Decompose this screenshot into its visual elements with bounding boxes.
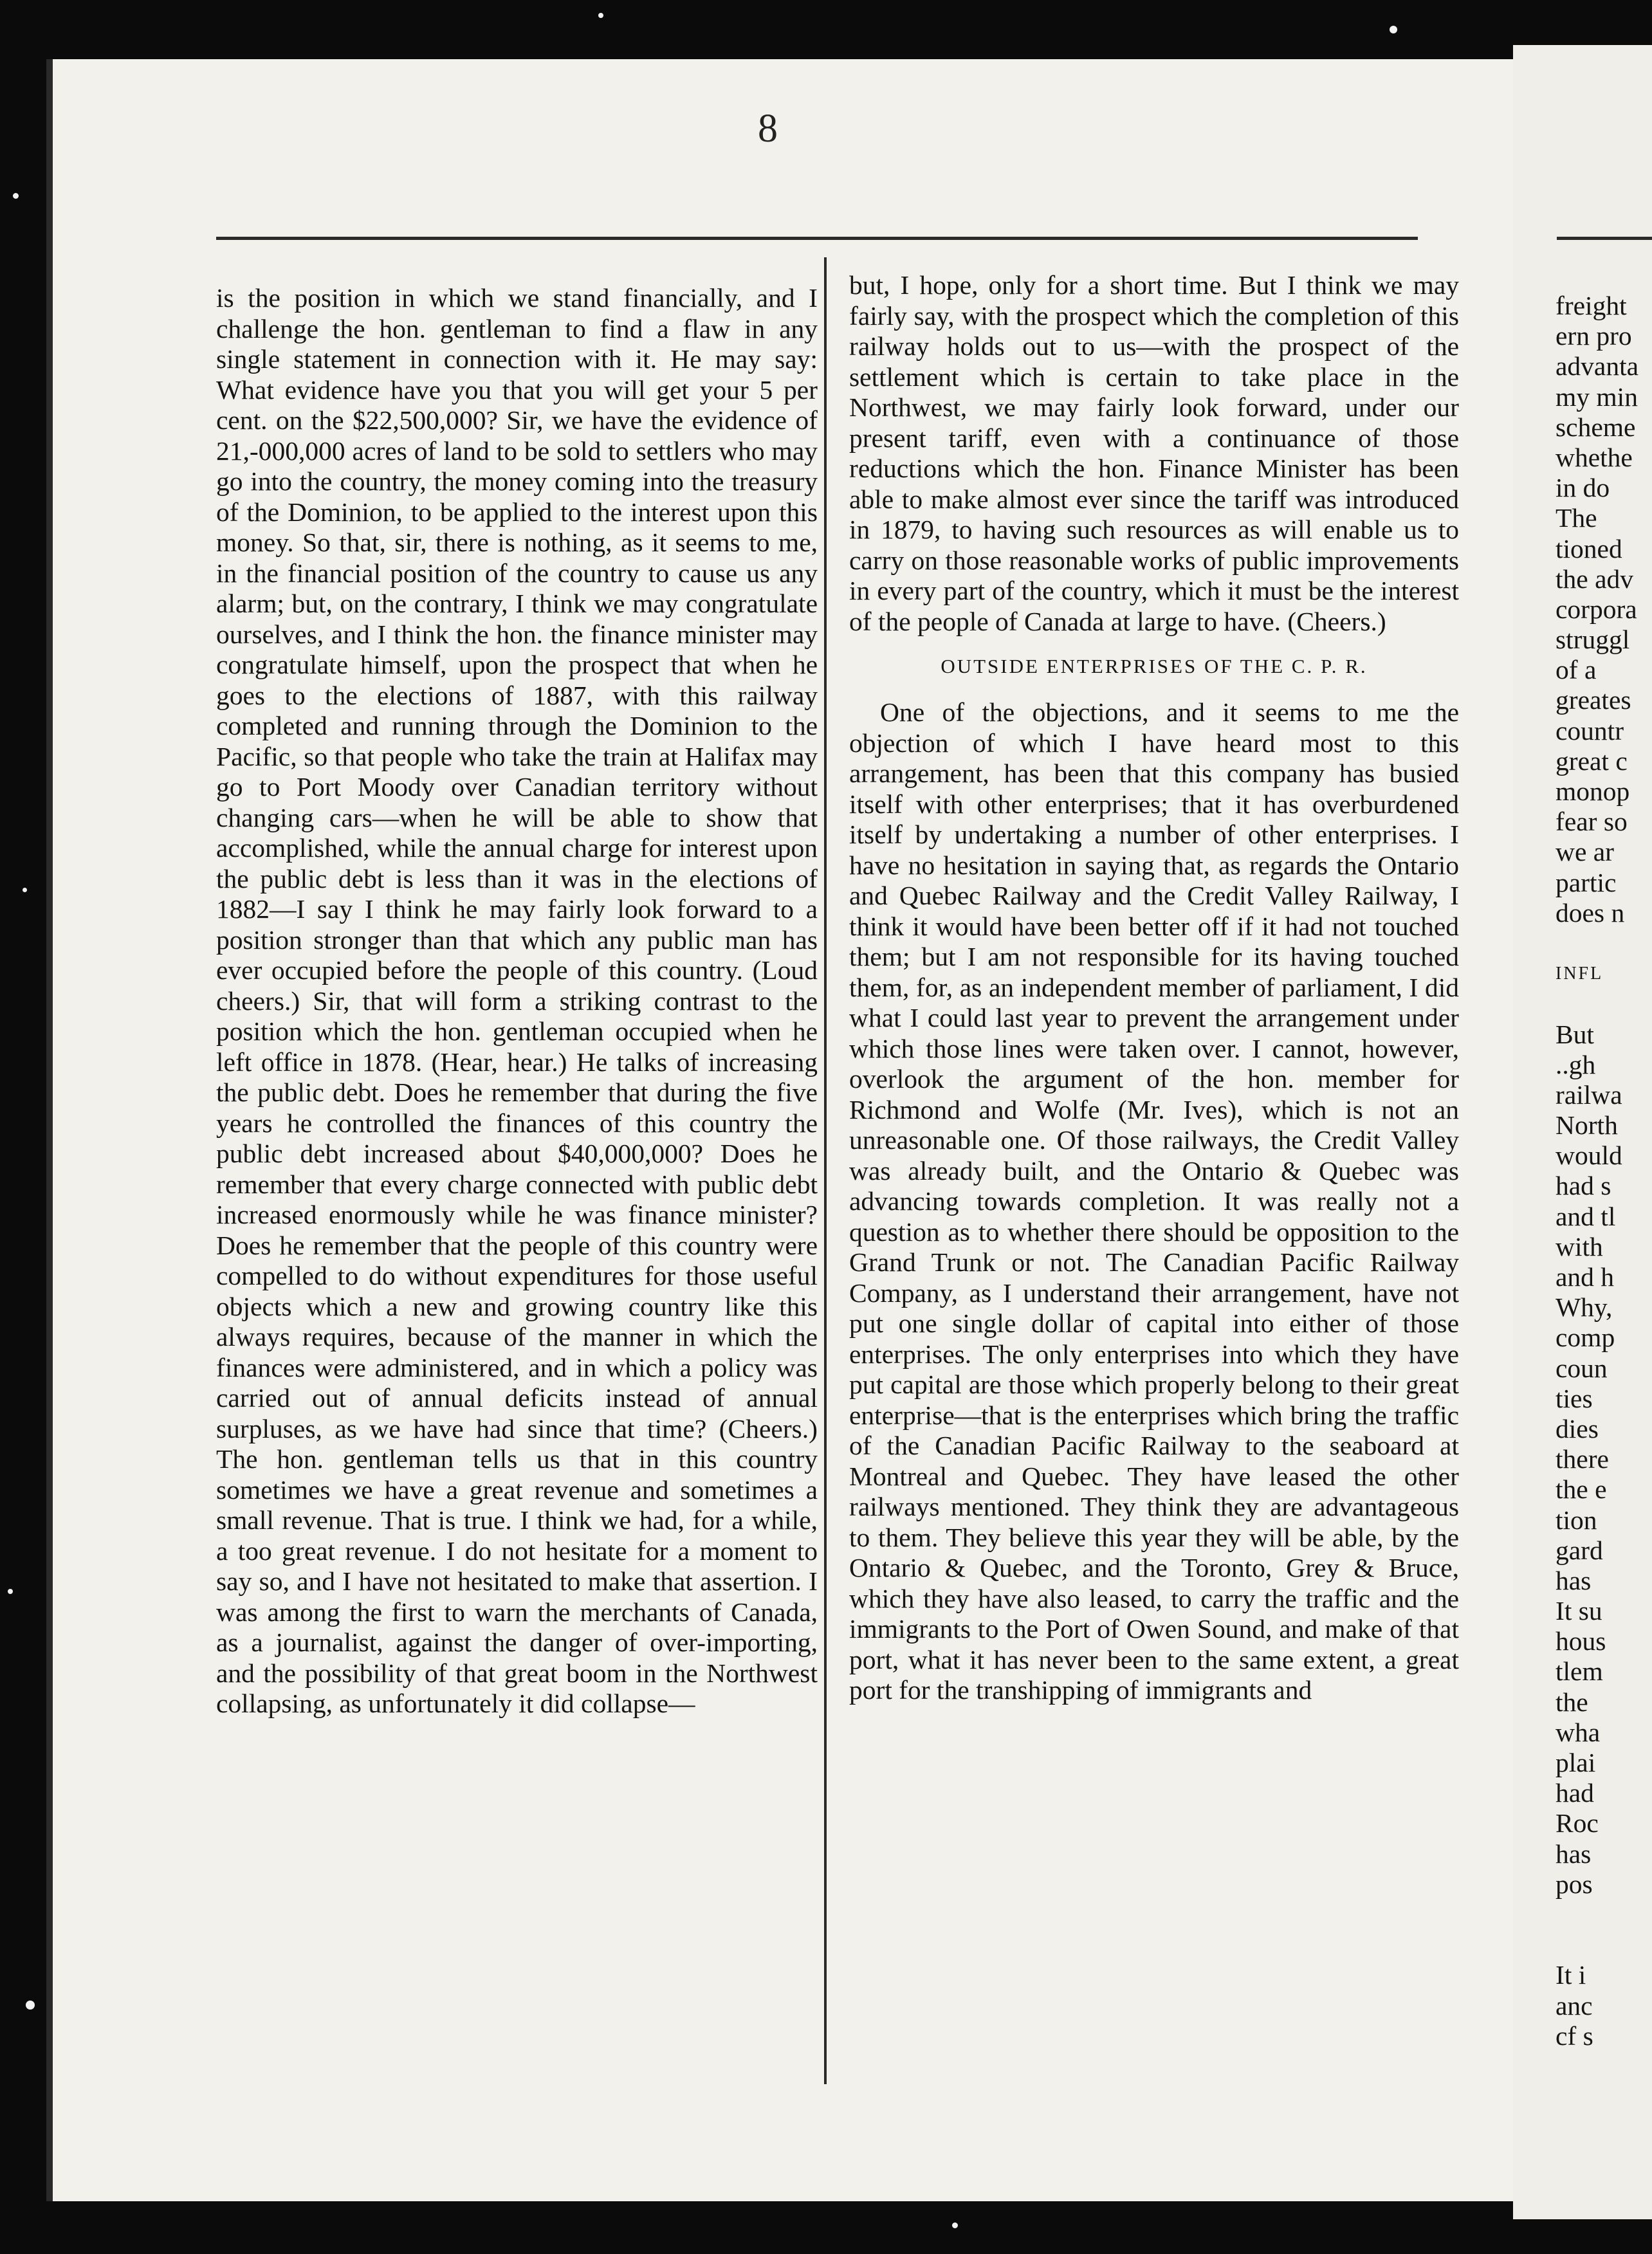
right-column-line: has — [1556, 1838, 1592, 1869]
right-column-line: countr — [1556, 715, 1624, 746]
right-column-line: Roc — [1556, 1808, 1599, 1838]
right-column-line: in do — [1556, 473, 1610, 503]
left-column-text: is the position in which we stand financially, and I challenge the hon. gentleman to find a flaw in any single statement in connection with it. He may say: What evidence have you that you will get your 5 per cent. on the $22,500,000? Sir, we have the evidence of 21,-000,000 acres of land to be sold to settlers who may go into the country, the money coming into the treasury of the Dominion, to be applied to the interest upon this money. So that, sir, there is nothing, as it seems to me, in the financial position of the country to cause us any alarm; but, on the contrary, I think we may congratulate ourselves, and I think the hon. the finance minister may congratulate himself, upon the prospect that when he goes to the elections of 1887, with this railway completed and running through the Dominion to the Pacific, so that people who take the train at Halifax may go to Port Moody over Canadian territory without changing cars—when he will be able to show that accomplished, while the annual charge for interest upon the public debt is less than it was in the elections of 1882—I say I think he may fairly look forward to a position stronger than that which any public man has ever occupied before the people of this country. (Loud cheers.) Sir, that will form a striking contrast to the position which the hon. gentleman occupied when he left office in 1878. (Hear, hear.) He talks of increasing the public debt. Does he remember that during the five years he controlled the finances of this country the public debt increased about $40,000,000? Does he remember that every charge connected with public debt increased enormously while he was finance minister? Does he remember that the people of this country were compelled to do without expenditures for those useful objects which a new and growing country like this always requires, because of the manner in which the finances were administered, and in which a policy was carried out of annual deficits instead of annual surpluses, as we have had since that time? (Cheers.) The hon. gentleman tells us that in this country sometimes we have a great revenue and sometimes a small revenue. That is true. I think we had, for a while, a too great revenue. I do not hesitate for a moment to say so, and I have not hesitated to make that assertion. I was among the first to warn the merchants of Canada, as a journalist, against the danger of over-importing, and the possibility of that great boom in the Northwest collapsing, as unfortunately it did collapse— — [216, 283, 818, 1718]
right-column-line: and tl — [1556, 1201, 1616, 1231]
middle-paragraph-2: One of the objections, and it seems to me the objection of which I have heard most to this arrangement, has been that this company has busied itself with other enterprises; that it has overburdened itself by undertaking a number of other enterprises. I have no hesitation in saying that, as regards the Ontario and Quebec Railway and the Credit Valley Railway, I think it would have been better off if it had not touched them; but I am not responsible for its having touched them, for, as an independent member of parliament, I did what I could last year to prevent the arrangement under which those lines were taken over. I cannot, however, overlook the argument of the hon. member for Richmond and Wolfe (Mr. Ives), which is not an unreasonable one. Of those railways, the Credit Valley was already built, and the Ontario & Quebec was advancing towards completion. It was really not a question as to whether there should be opposition to the Grand Trunk or not. The Canadian Pacific Railway Company, as I understand their arrangement, have not put one single dollar of capital into either of those enterprises. The only enterprises into which they have put capital are those which properly belong to their great enterprise—that is the enterprises which bring the traffic of the Canadian Pacific Railway to the seaboard at Montreal and Quebec. They have leased the other railways mentioned. They think they are advantageous to them. They believe this year they will be able, by the Ontario & Quebec, and the Toronto, Grey & Bruce, which they have also leased, to carry the traffic and the immigrants to the Port of Owen Sound, and make of that port, what it has never been to the same extent, a great port for the transhipping of immigrants and — [849, 697, 1459, 1705]
right-column-line: fear so — [1556, 807, 1628, 837]
middle-paragraph-1: but, I hope, only for a short time. But I think we may fairly say, with the prospect which the completion of this railway holds out to us—with the prospect of the settlement which is certain to take place in the Northwest, we may fairly look forward, under our present tariff, even with a continuance of those reductions which the hon. Finance Minister has been able to make almost ever since the tariff was introduced in 1879, to having such resources as will enable us to carry on those reasonable works of public improvements in every part of the country, which it must be the interest of the people of Canada at large to have. (Cheers.) — [849, 270, 1459, 636]
right-column-line: of a — [1556, 655, 1597, 685]
right-column-line: gard — [1556, 1535, 1603, 1565]
right-column-line: ties — [1556, 1383, 1593, 1413]
right-column-line: there — [1556, 1444, 1609, 1474]
left-column — [216, 283, 818, 1719]
right-column-line: the — [1556, 1687, 1588, 1717]
right-column-line: struggl — [1556, 625, 1630, 655]
right-column-line: had s — [1556, 1171, 1611, 1201]
right-column-line: It i — [1556, 1960, 1586, 1990]
scan-speck — [952, 2222, 958, 2228]
section-heading: OUTSIDE ENTERPRISES OF THE C. P. R. — [941, 655, 1368, 677]
right-column-line: wha — [1556, 1717, 1601, 1747]
middle-column — [849, 270, 1459, 1706]
right-column-line: North — [1556, 1110, 1618, 1141]
right-column-line: advanta — [1556, 351, 1639, 381]
right-column-line: hous — [1556, 1626, 1606, 1656]
header-rule — [216, 237, 1418, 240]
right-column-line: comp — [1556, 1323, 1615, 1353]
right-column-line: and h — [1556, 1262, 1615, 1292]
right-column-line: dies — [1556, 1413, 1599, 1443]
right-column-line: tlem — [1556, 1656, 1603, 1687]
right-column-line: tioned — [1556, 533, 1622, 564]
right-column-line: had — [1556, 1778, 1594, 1808]
right-column-line: my min — [1556, 381, 1638, 412]
right-column-line: Why, — [1556, 1292, 1613, 1323]
right-column-line: the e — [1556, 1474, 1607, 1505]
scan-speck — [1390, 26, 1397, 33]
right-column-line: plai — [1556, 1748, 1596, 1777]
page-number: 8 — [758, 107, 778, 151]
right-column-line: would — [1556, 1141, 1622, 1171]
right-column-line: INFL — [1556, 964, 1604, 984]
right-column-line: we ar — [1556, 837, 1615, 867]
right-column-line — [1556, 928, 1652, 958]
right-column-line: greates — [1556, 685, 1631, 715]
right-column-line — [1556, 1930, 1652, 1960]
right-column-line: scheme — [1556, 412, 1636, 442]
right-column-line: railwa — [1556, 1079, 1622, 1110]
right-column-line: monop — [1556, 776, 1630, 806]
right-column-line: cf s — [1556, 2020, 1593, 2051]
right-column-line: ern pro — [1556, 321, 1632, 351]
right-column-line — [1556, 989, 1652, 1019]
right-column-line: corpora — [1556, 594, 1637, 624]
right-column-line: It su — [1556, 1596, 1602, 1626]
scan-speck — [598, 13, 603, 18]
right-column-line: But — [1556, 1019, 1594, 1049]
right-column-line: tion — [1556, 1505, 1597, 1535]
column-divider — [824, 257, 827, 2084]
right-column-line: partic — [1556, 867, 1617, 897]
right-column-fragments — [1556, 291, 1652, 2051]
right-column-line: great c — [1556, 746, 1628, 776]
right-column-line: pos — [1556, 1869, 1593, 1899]
scan-speck — [26, 2001, 35, 2010]
right-column-line: the adv — [1556, 564, 1633, 594]
right-column-line — [1556, 1900, 1652, 1930]
right-column-line: with — [1556, 1231, 1603, 1261]
scan-speck — [8, 1589, 13, 1594]
right-column-line: whethe — [1556, 442, 1633, 472]
right-column-line: freight — [1556, 291, 1627, 320]
scan-speck — [23, 888, 27, 892]
right-column-line: coun — [1556, 1353, 1608, 1383]
scan-speck — [13, 193, 19, 199]
right-page-header-rule — [1557, 237, 1652, 240]
right-column-line: ..gh — [1556, 1049, 1596, 1079]
right-column-line: does n — [1556, 897, 1625, 928]
right-column-line: has — [1556, 1565, 1592, 1595]
right-column-line: anc — [1556, 1990, 1593, 2020]
right-column-line: The — [1556, 503, 1597, 533]
